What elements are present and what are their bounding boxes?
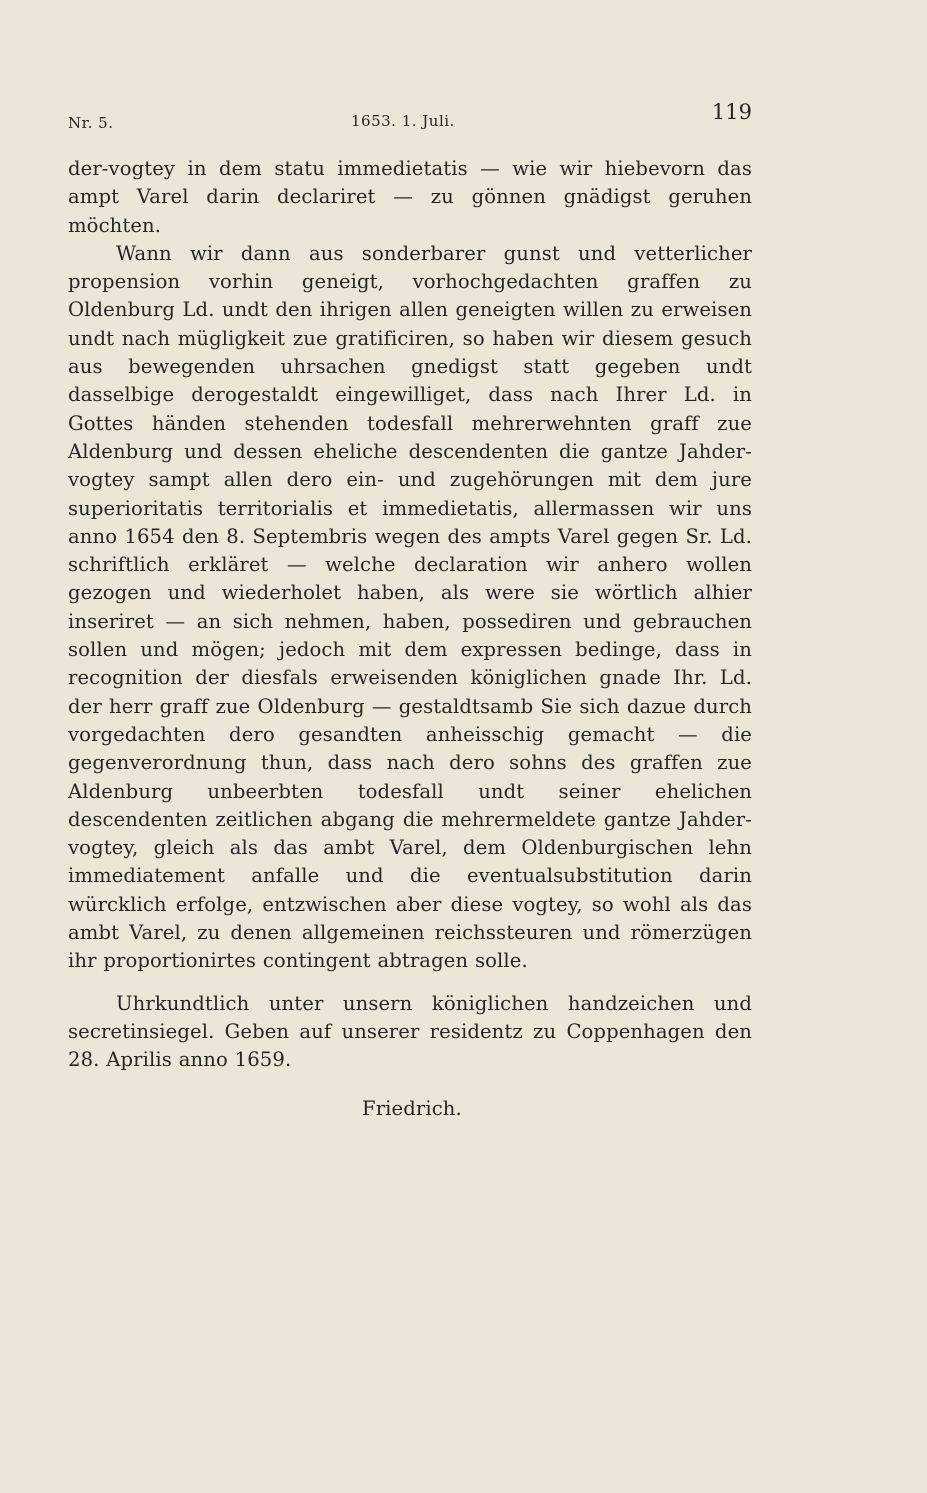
running-header	[68, 100, 752, 134]
page-number: 119	[711, 100, 752, 124]
body-text	[68, 155, 752, 1123]
paragraph-3: Uhrkundtlich unter unsern königlichen handzeichen und secretinsiegel. Geben auf unserer residentz zu Coppenhagen den 28. Aprilis anno 1659.	[68, 991, 752, 1072]
paragraph-1: der-vogtey in dem statu immedietatis — wie wir hiebevorn das ampt Varel darin declariret — zu gönnen gnädigst geruhen möchten.	[68, 157, 752, 237]
header-date: 1653. 1. Juli.	[351, 112, 455, 130]
paragraph-2: Wann wir dann aus sonderbarer gunst und vetterlicher propension vorhin geneigt, vorhochgedachten graffen zu Oldenburg Ld. undt den ihrigen allen geneigten willen zu erweisen undt nach mügligkeit zue gratificiren, so haben wir diesem gesuch aus bewegenden uhrsachen gnedigst statt gegeben undt dasselbige derogestaldt eingewilliget, dass nach Ihrer Ld. in Gottes händen stehenden todesfall mehrerwehnten graff zue Aldenburg und dessen eheliche descendenten die gantze Jahder-vogtey sampt allen dero ein- und zugehörungen mit dem jure superioritatis territorialis et immedietatis, allermassen wir uns anno 1654 den 8. Septembris wegen des ampts Varel gegen Sr. Ld. schriftlich erkläret — welche declaration wir anhero wollen gezogen und wiederholet haben, als were sie wörtlich alhier inseriret — an sich nehmen, haben, possediren und gebrauchen sollen und mögen; jedoch mit dem expressen bedinge, dass in recognition der diesfals erweisenden königlichen gnade Ihr. Ld. der herr graff zue Oldenburg — gestaldtsamb Sie sich dazue durch vorgedachten dero gesandten anheisschig gemacht — die gegenverordnung thun, dass nach dero sohns des graffen zue Aldenburg unbeerbten todesfall undt seiner ehelichen descendenten zeitlichen abgang die mehrermeldete gantze Jahder-vogtey, gleich als das ambt Varel, dem Oldenburgischen lehn immediatement anfalle und die eventualsubstitution darin würcklich erfolge, entzwischen aber diese vogtey, so wohl als das ambt Varel, zu denen allgemeinen reichssteuren und römerzügen ihr proportionirtes contingent abtragen solle.	[68, 241, 752, 973]
document-number: Nr. 5.	[68, 114, 114, 132]
signature: Friedrich.	[362, 1096, 462, 1120]
